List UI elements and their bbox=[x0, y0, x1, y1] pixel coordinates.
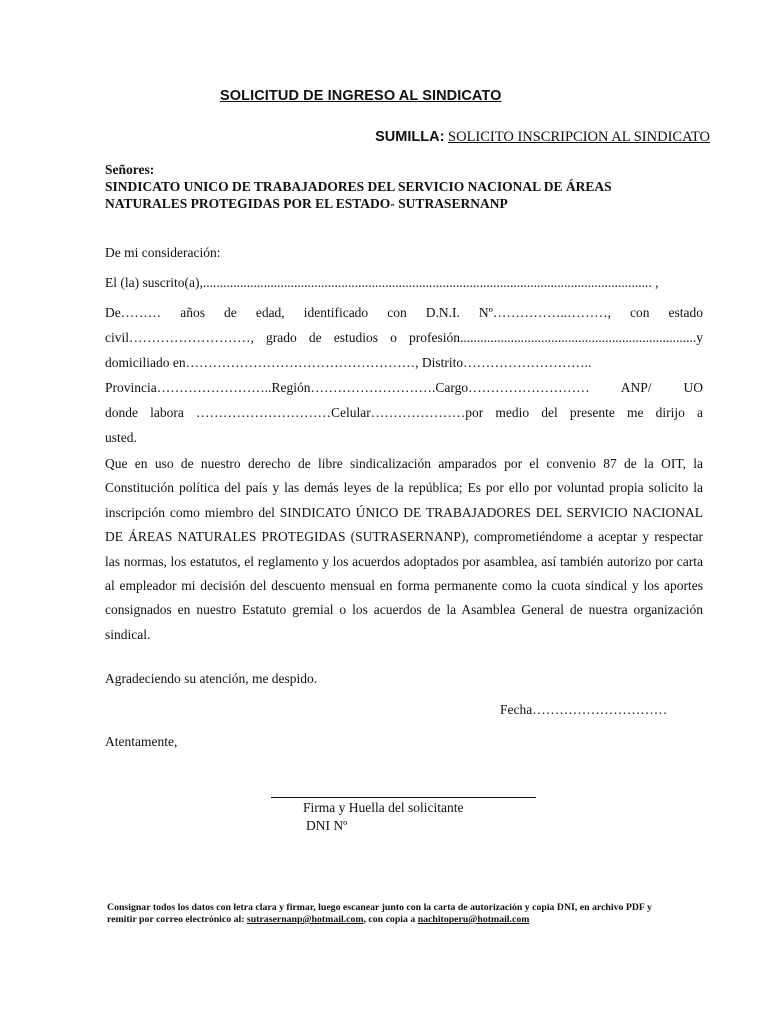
sumilla bbox=[375, 129, 710, 146]
footer-line bbox=[107, 914, 707, 926]
closing: Atentamente, bbox=[105, 734, 178, 749]
email-link[interactable]: nachitoperu@hotmail.com bbox=[417, 914, 530, 925]
form-line-workplace: donde labora …………………………Celular…………………por medio del presente me dirijo a bbox=[105, 405, 703, 420]
form-line-address: domiciliado en……………………………………………, Distrito……………………….. bbox=[105, 355, 592, 370]
sumilla-label: SUMILLA: bbox=[375, 129, 445, 145]
form-line-civil-status: civil………………………, grado de estudios o profesión......................................................................y bbox=[105, 330, 703, 345]
document-title: SOLICITUD DE INGRESO AL SINDICATO bbox=[220, 88, 502, 104]
addressee-line: SINDICATO UNICO DE TRABAJADORES DEL SERVICIO NACIONAL DE ÁREAS bbox=[105, 179, 612, 194]
date-label: Fecha………………………… bbox=[500, 702, 668, 717]
farewell: Agradeciendo su atención, me despido. bbox=[105, 671, 318, 686]
addressee-line: NATURALES PROTEGIDAS POR EL ESTADO- SUTRASERNANP bbox=[105, 196, 508, 211]
form-line-age-dni: De……… años de edad, identificado con D.N.I. Nº……………..………, con estado bbox=[105, 305, 703, 320]
footer-note bbox=[107, 902, 707, 926]
signature-dni: DNI Nº bbox=[306, 818, 348, 833]
form-line-province: Provincia……………………..Región……………………….Cargo……………………… ANP/ UO bbox=[105, 380, 703, 395]
form-line-name: El (la) suscrito(a),..................................................................................................................................... , bbox=[105, 275, 659, 290]
signature-block bbox=[303, 799, 463, 835]
footer-text: , con copia a bbox=[363, 914, 418, 925]
email-link[interactable]: sutrasernanp@hotmail.com bbox=[246, 914, 364, 925]
footer-line: Consignar todos los datos con letra clara y firmar, luego escanear junto con la carta de autorización y copia DNI, en archivo PDF y bbox=[107, 902, 652, 913]
signature-label: Firma y Huella del solicitante bbox=[303, 800, 464, 815]
addressee-block bbox=[105, 178, 665, 212]
main-paragraph: Que en uso de nuestro derecho de libre sindicalización amparados por el convenio 87 de la OIT, la Constitución política del país y las demás leyes de la república; Es por ello por voluntad propia solicito la inscripción como miembro del SINDICATO ÚNICO DE TRABAJADORES DEL SERVICIO NACIONAL DE ÁREAS NATURALES PROTEGIDAS (SUTRASERNANP), comprometiéndome a aceptar y respectar las normas, los estatutos, el reglamento y los acuerdos adoptados por asamblea, así también autorizo por carta al empleador mi decisión del descuento mensual en forma permanente como la cuota sindical y los aportes consignados en nuestro Estatuto gremial o los acuerdos de la Asamblea General de nuestra organización sindical. bbox=[105, 456, 703, 642]
form-line-end: usted. bbox=[105, 430, 137, 445]
greeting: De mi consideración: bbox=[105, 245, 221, 260]
footer-text: remitir por correo electrónico al: bbox=[107, 914, 247, 925]
signature-line bbox=[271, 797, 536, 798]
salutation-to: Señores: bbox=[105, 162, 155, 177]
sumilla-value: SOLICITO INSCRIPCION AL SINDICATO bbox=[448, 129, 710, 145]
